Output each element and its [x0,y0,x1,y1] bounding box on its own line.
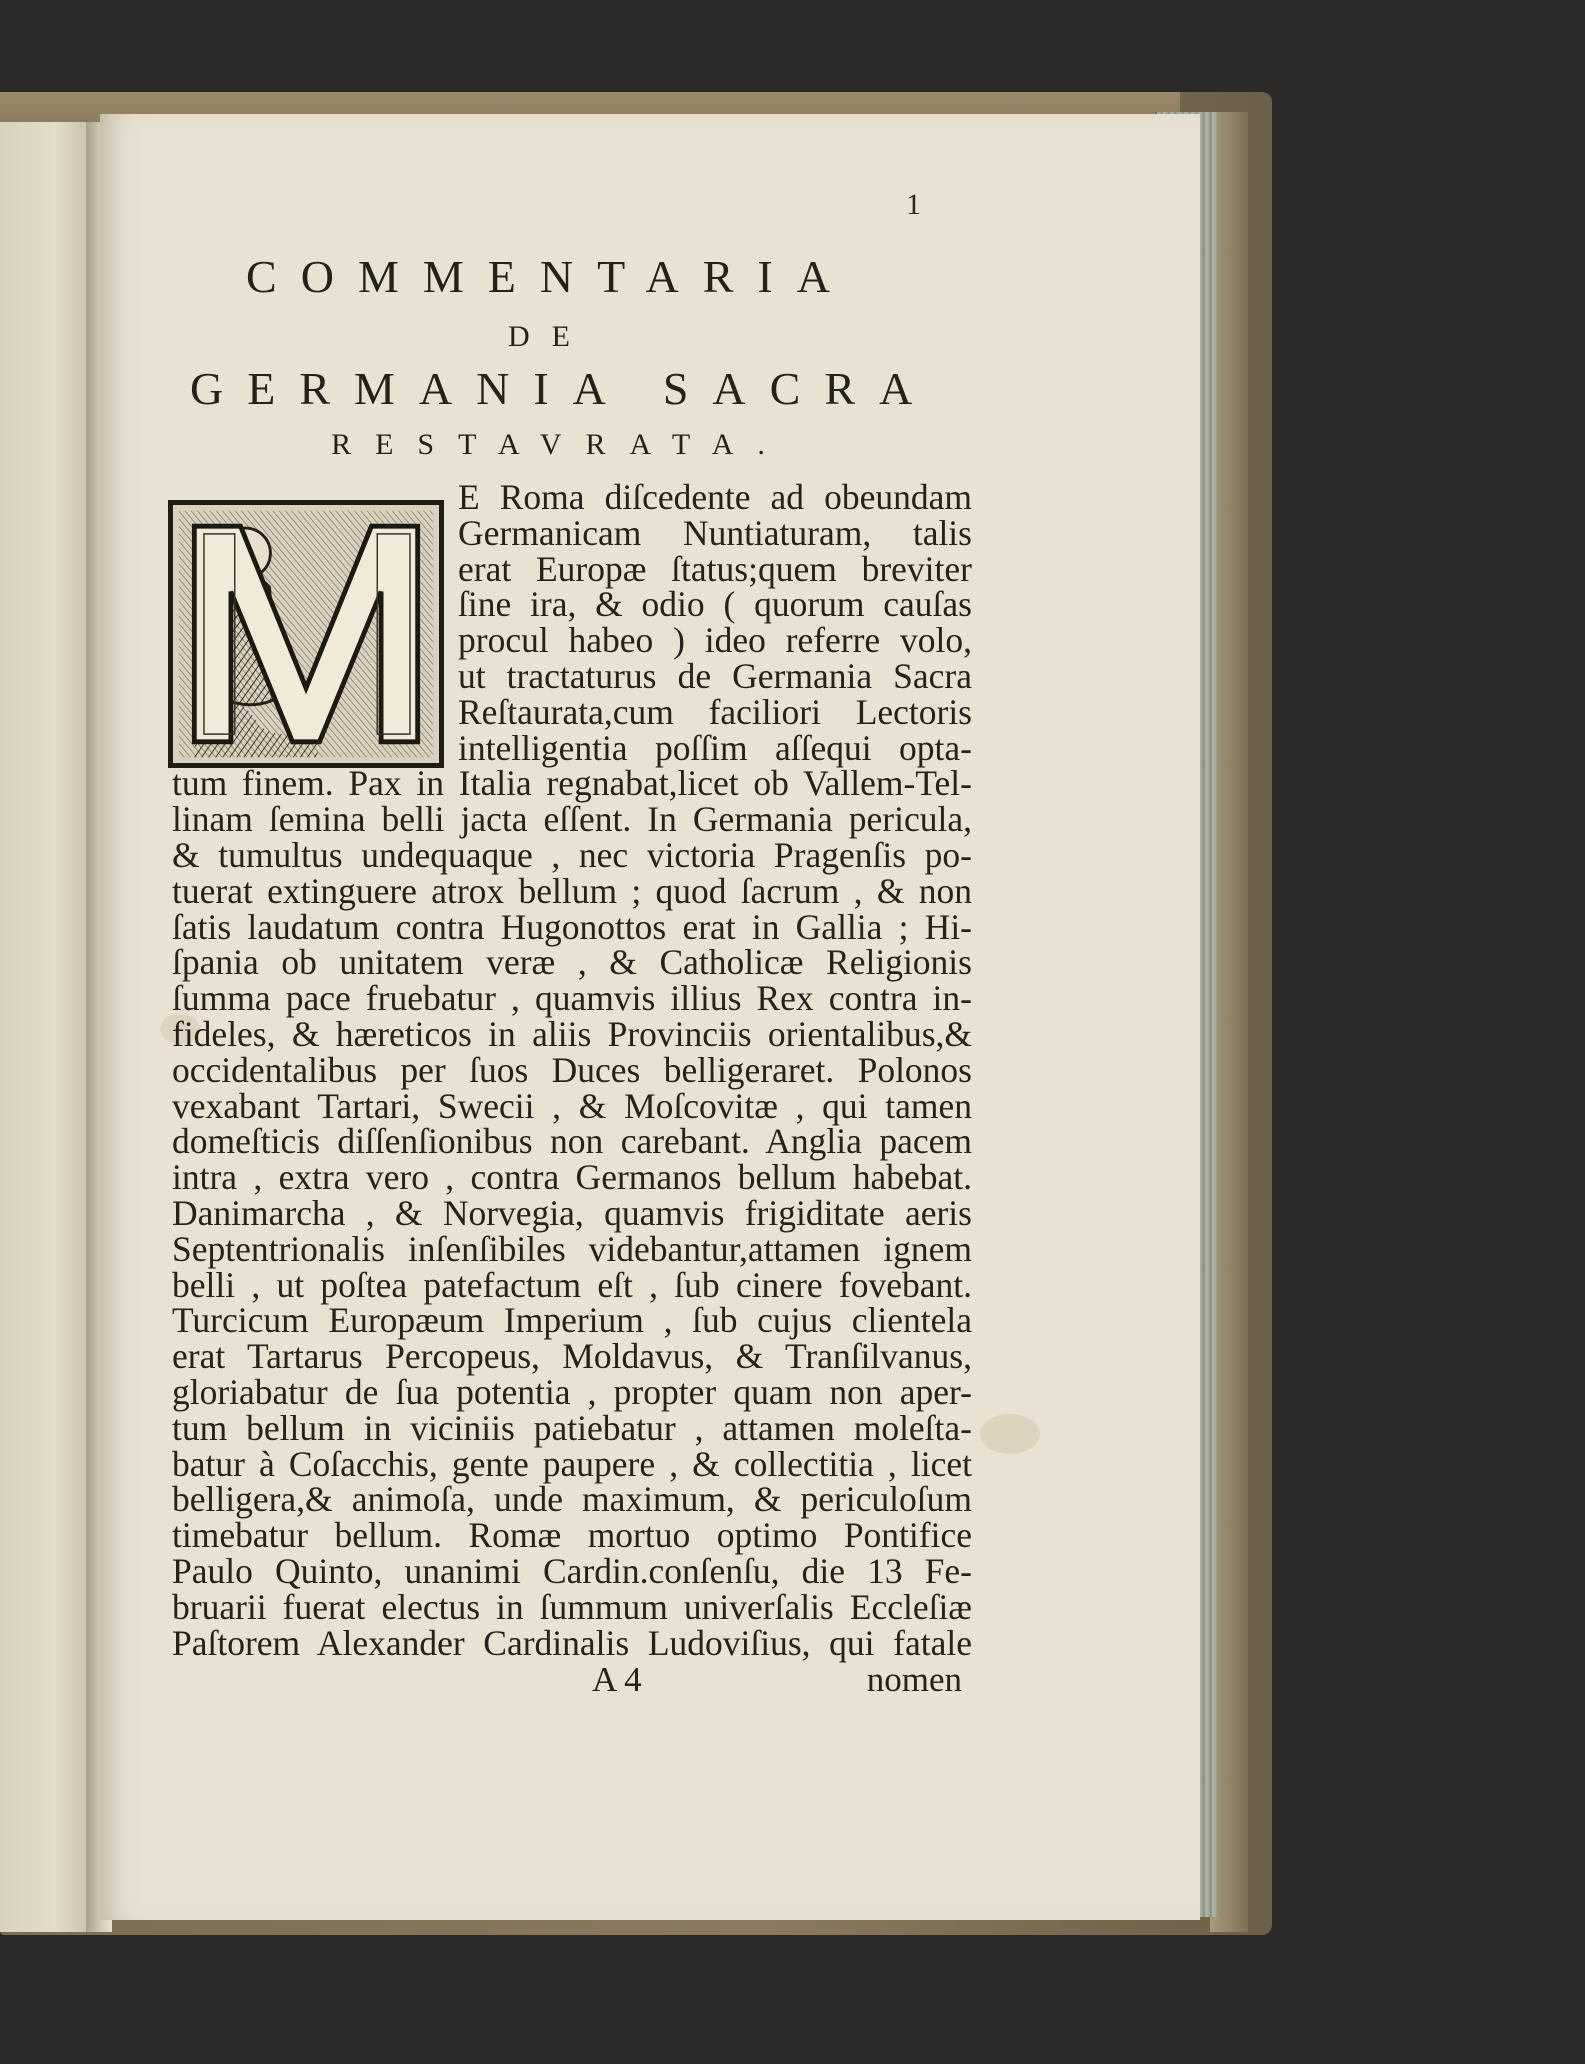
body-line: Septentrionalis inſenſibiles videbantur,attamen ignem [172,1228,972,1269]
title-line-4: RESTAVRATA. [331,428,789,461]
page-number: 1 [906,188,921,221]
body-line: ut tractaturus de Germania Sacra [458,655,972,696]
body-line: Germanicam Nuntiaturam, talis [458,512,972,553]
body-line: ſumma pace fruebatur , quamvis illius Rex contra in- [172,978,972,1019]
body-line: tum finem. Pax in Italia regnabat,licet ob Vallem-Tel- [172,763,972,804]
body-line: tum bellum in viciniis patiebatur , attamen moleſta- [172,1407,972,1448]
title-line-1: COMMENTARIA [246,251,854,302]
body-line: belligera,& animoſa, unde maximum, & periculoſum [172,1479,972,1520]
left-page [0,122,92,1932]
body-line: erat Europæ ſtatus;quem breviter [458,548,972,589]
catchword: nomen [866,1660,962,1699]
body-line: occidentalibus per ſuos Duces belligeraret. Polonos [172,1049,972,1090]
body-line: timebatur bellum. Romæ mortuo optimo Pontifice [172,1515,972,1556]
body-line: ſatis laudatum contra Hugonottos erat in Gallia ; Hi- [172,906,972,947]
body-line: intelligentia poſſim aſſequi opta- [458,727,972,768]
body-line: belli , ut poſtea patefactum eſt , ſub cinere fovebant. [172,1264,972,1305]
body-line: vexabant Tartari, Swecii , & Moſcovitæ , qui tamen [172,1085,972,1126]
body-line: tuerat extinguere atrox bellum ; quod ſacrum , & non [172,870,972,911]
body-line: Reſtaurata,cum faciliori Lectoris [458,691,972,732]
body-line: Turcicum Europæum Imperium , ſub cujus clientela [172,1300,972,1341]
body-line: Danimarcha , & Norvegia, quamvis frigiditate aeris [172,1192,972,1233]
body-line: ſpania ob unitatem veræ , & Catholicæ Religionis [172,942,972,983]
body-line: E Roma diſcedente ad obeundam [458,477,972,517]
body-line: & tumultus undequaque , nec victoria Pragenſis po- [172,834,972,875]
title-line-3: GERMANIA SACRA [190,363,937,414]
body-line: batur à Coſacchis, gente paupere , & collectitia , licet [172,1443,972,1484]
signature-mark: A 4 [592,1660,642,1699]
body-line: fideles, & hæreticos in aliis Provinciis orientalibus,& [172,1013,972,1054]
body-line: Paulo Quinto, unanimi Cardin.conſenſu, die 13 Fe- [172,1550,972,1591]
body-text [172,477,972,1663]
body-line: procul habeo ) ideo referre volo, [458,620,972,661]
body-line: bruarii fuerat electus in ſummum univerſalis Eccleſiæ [172,1586,972,1627]
body-line: linam ſemina belli jacta eſſent. In Germania pericula, [172,799,972,840]
title-line-2: DE [508,320,592,353]
body-line: intra , extra vero , contra Germanos bellum habebat. [172,1157,972,1198]
body-line: ſine ira, & odio ( quorum cauſas [458,584,972,625]
body-line: gloriabatur de ſua potentia , propter quam non aper- [172,1371,972,1412]
stain [980,1414,1040,1454]
body-line: domeſticis diſſenſionibus non carebant. Anglia pacem [172,1121,972,1162]
body-line: Paſtorem Alexander Cardinalis Ludoviſius, qui fatale [172,1622,972,1663]
body-line: erat Tartarus Percopeus, Moldavus, & Tranſilvanus, [172,1336,972,1377]
